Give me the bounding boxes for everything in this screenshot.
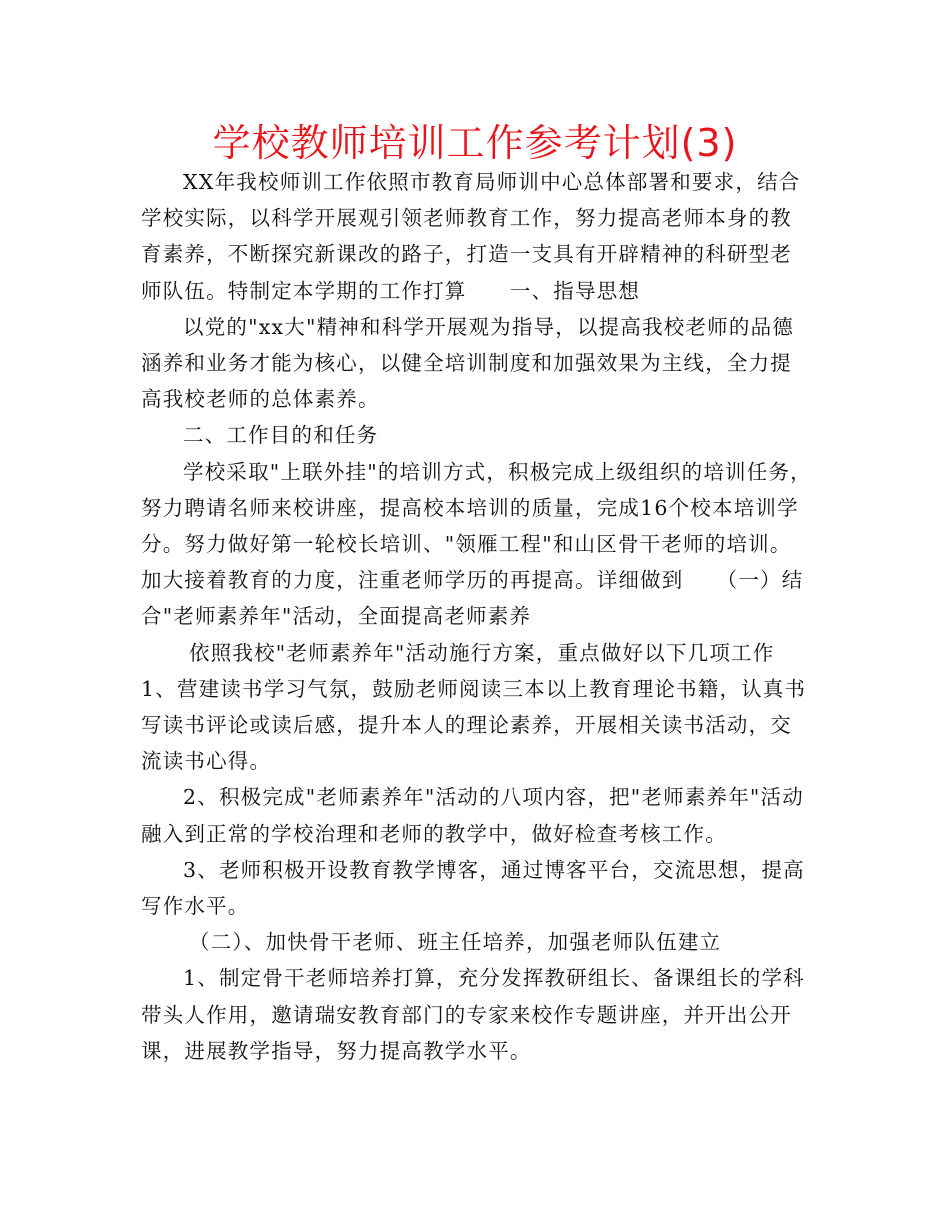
document-body [141, 164, 813, 1069]
list-item-blog: 3、老师积极开设教育教学博客，通过博客平台，交流思想，提高写作水平。 [141, 857, 805, 919]
paragraph-implementation-plan: 依照我校"老师素养年"活动施行方案，重点做好以下几项工作 [189, 640, 775, 665]
document-title: 学校教师培训工作参考计划(3) [212, 121, 738, 165]
paragraph-intro: XX年我校师训工作依照市教育局师训中心总体部署和要求，结合学校实际，以科学开展观引领老师教育工作，努力提高老师本身的教育素养，不断探究新课改的路子，打造一支具有开辟精神的科研型老师队伍。特制定本学期的工作打算 一、指导思想 [141, 170, 801, 303]
heading-goals-tasks: 二、工作目的和任务 [183, 423, 379, 448]
list-item-reading: 1、营建读书学习气氛，鼓励老师阅读三本以上教育理论书籍，认真书写读书评论或读后感，提升本人的理论素养，开展相关读书活动，交流读书心得。 [141, 676, 807, 774]
heading-backbone-teachers: （二）、加快骨干老师、班主任培养，加强老师队伍建立 [189, 930, 722, 955]
list-item-quality-year: 2、积极完成"老师素养年"活动的八项内容，把"老师素养年"活动融入到正常的学校治理和老师的教学中，做好检查考核工作。 [141, 785, 804, 846]
list-item-training-plan: 1、制定骨干老师培养打算，充分发挥教研组长、备课组长的学科带头人作用，邀请瑞安教育部门的专家来校作专题讲座，并开出公开课，进展教学指导，努力提高教学水平。 [141, 966, 805, 1063]
paragraph-guiding-thought: 以党的"xx大"精神和科学开展观为指导，以提高我校老师的品德涵养和业务才能为核心，以健全培训制度和加强效果为主线，全力提高我校老师的总体素养。 [141, 314, 794, 412]
paragraph-training-approach: 学校采取"上联外挂"的培训方式，积极完成上级组织的培训任务，努力聘请名师来校讲座，提高校本培训的质量，完成16个校本培训学分。努力做好第一轮校长培训、"领雁工程"和山区骨干老师的培训。加大接着教育的力度，注重老师学历的再提高。详细做到 （一）结合"老师素养年"活动，全面提高老师素养 [141, 459, 812, 629]
